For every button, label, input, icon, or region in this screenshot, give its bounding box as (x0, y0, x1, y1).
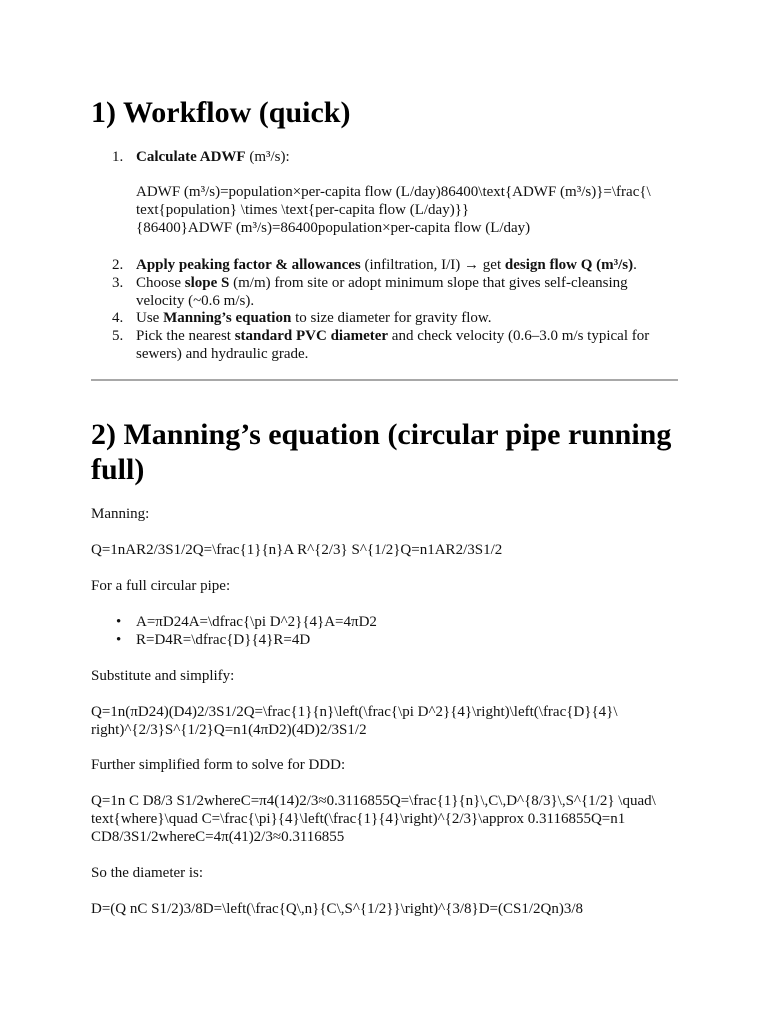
list-item (112, 274, 628, 292)
list-number: 3. (112, 275, 124, 291)
list-text: (infiltration, I/I) → get (360, 257, 505, 273)
equation-further-line: Q=1n C D8/3 S1/2whereC=π4(14)2/3≈0.3116855Q=\frac{1}{n}\,C\,D^{8/3}\,S^{1/2} \quad\ (91, 793, 656, 809)
equation-further-line: CD8/3S1/2whereC=4π(41)2/3≈0.3116855 (91, 829, 345, 845)
horizontal-rule (91, 379, 678, 381)
section-heading-manning-cont: full) (91, 453, 145, 486)
equation-further-line: text{where}\quad C=\frac{\pi}{4}\left(\frac{1}{4}\right)^{2/3}\approx 0.3116855Q=n1 (91, 811, 626, 827)
bullet-text: A=πD24A=\dfrac{\pi D^2}{4}A=4πD2 (136, 614, 377, 630)
bold-text: Manning’s equation (163, 310, 292, 326)
list-item (112, 256, 637, 274)
bullet-dot: • (116, 632, 122, 648)
list-text: to size diameter for gravity flow. (291, 310, 492, 326)
list-item (112, 327, 650, 345)
list-item (112, 309, 492, 327)
equation-substitute-line: Q=1n(πD24)(D4)2/3S1/2Q=\frac{1}{n}\left(\frac{\pi D^2}{4}\right)\left(\frac{D}{4}\ (91, 704, 618, 720)
list-number: 4. (112, 310, 124, 326)
paragraph: Substitute and simplify: (91, 668, 235, 684)
adwf-formula-line: ADWF (m³/s)=population×per-capita flow (L/day)86400\text{ADWF (m³/s)}=\frac{\ (136, 184, 651, 200)
list-text: Use (136, 310, 164, 326)
section-heading-workflow: 1) Workflow (quick) (91, 96, 351, 129)
list-item (112, 148, 290, 166)
bold-text: standard PVC diameter (234, 328, 389, 344)
list-item-continuation: sewers) and hydraulic grade. (136, 346, 309, 362)
bullet-dot: • (116, 614, 122, 630)
bold-text: design flow Q (m³/s) (504, 257, 634, 273)
list-text: (m/m) from site or adopt minimum slope that gives self-cleansing (229, 275, 628, 291)
bullet-item (116, 613, 377, 631)
list-text: . (633, 257, 637, 273)
bullet-item (116, 631, 311, 649)
list-text: Choose (136, 275, 185, 291)
paragraph: So the diameter is: (91, 865, 204, 881)
list-number: 5. (112, 328, 124, 344)
paragraph: Further simplified form to solve for DDD: (91, 757, 346, 773)
adwf-formula-line: text{population} \times \text{per-capita flow (L/day)}} (136, 202, 470, 218)
section-heading-manning: 2) Manning’s equation (circular pipe running (91, 418, 672, 451)
list-text: Pick the nearest (136, 328, 235, 344)
bold-text: Apply peaking factor & allowances (136, 257, 361, 273)
adwf-formula-line: {86400}ADWF (m³/s)=86400population×per-capita flow (L/day) (136, 220, 531, 236)
equation-diameter: D=(Q nC S1/2)3/8D=\left(\frac{Q\,n}{C\,S^{1/2}}\right)^{3/8}D=(CS1/2Qn)3/8 (91, 901, 584, 917)
paragraph: Manning: (91, 506, 150, 522)
list-number: 2. (112, 257, 124, 273)
list-text: and check velocity (0.6–3.0 m/s typical for (388, 328, 650, 344)
equation-substitute-line: right)^{2/3}S^{1/2}Q=n1(4πD2)(4D)2/3S1/2 (91, 722, 367, 738)
bold-text: Calculate ADWF (136, 149, 246, 165)
list-number: 1. (112, 149, 124, 165)
list-text: (m³/s): (245, 149, 290, 165)
list-item-continuation: velocity (~0.6 m/s). (136, 293, 255, 309)
bullet-text: R=D4R=\dfrac{D}{4}R=4D (136, 632, 311, 648)
equation-manning: Q=1nAR2/3S1/2Q=\frac{1}{n}A R^{2/3} S^{1/2}Q=n1AR2/3S1/2 (91, 542, 503, 558)
paragraph: For a full circular pipe: (91, 578, 231, 594)
bold-text: slope S (184, 275, 230, 291)
